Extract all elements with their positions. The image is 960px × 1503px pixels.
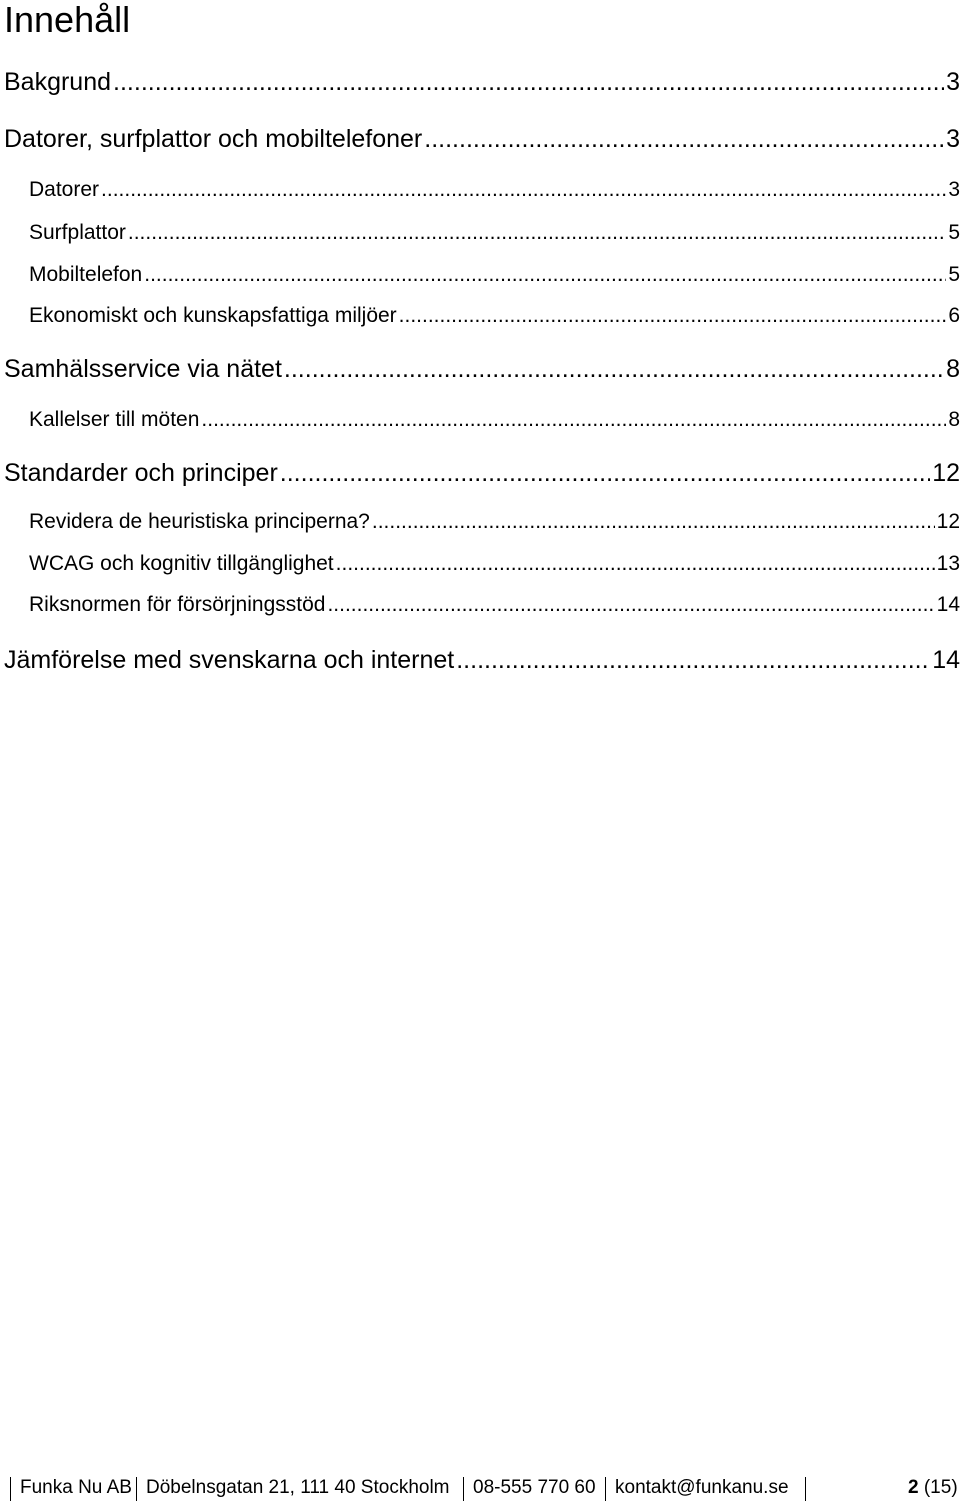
footer-page-total: (15) xyxy=(923,1477,958,1498)
toc-dot-leader xyxy=(456,646,930,675)
footer-company: Funka Nu AB xyxy=(20,1477,132,1498)
footer-separator xyxy=(805,1477,806,1501)
toc-dot-leader xyxy=(128,221,946,245)
page-title: Innehåll xyxy=(4,0,131,40)
toc-page-number: 3 xyxy=(948,178,960,201)
toc-entry-label: Samhälsservice via nätet xyxy=(4,355,282,383)
toc-entry-label: Datorer xyxy=(29,178,100,201)
footer-separator xyxy=(463,1477,464,1501)
toc-entry-label: WCAG och kognitiv tillgänglighet xyxy=(29,552,334,575)
toc-page-number: 8 xyxy=(948,408,960,431)
toc-entry-label: Surfplattor xyxy=(29,221,126,244)
toc-entry-wcag-kognitiv-tillganglighet[interactable] xyxy=(29,552,960,576)
toc-page-number: 12 xyxy=(936,510,960,533)
toc-page-number: 3 xyxy=(946,125,960,153)
toc-page-number: 5 xyxy=(948,221,960,244)
toc-dot-leader xyxy=(144,263,946,287)
toc-entry-samhalsservice-via-natet[interactable] xyxy=(4,355,960,384)
toc-page-number: 14 xyxy=(932,646,960,674)
toc-page-number: 3 xyxy=(946,68,960,96)
toc-page-number: 8 xyxy=(946,355,960,383)
toc-entry-standarder-och-principer[interactable] xyxy=(4,459,960,488)
footer-separator xyxy=(605,1477,606,1501)
toc-entry-label: Kallelser till möten xyxy=(29,408,200,431)
toc-entry-mobiltelefon[interactable] xyxy=(29,263,960,287)
toc-dot-leader xyxy=(399,304,947,328)
toc-dot-leader xyxy=(336,552,935,576)
toc-entry-label: Mobiltelefon xyxy=(29,263,143,286)
toc-entry-kallelser-till-moten[interactable] xyxy=(29,408,960,432)
toc-entry-label: Riksnormen för försörjningsstöd xyxy=(29,593,326,616)
page-footer xyxy=(0,1474,960,1502)
footer-page-indicator xyxy=(908,1474,958,1502)
toc-entry-label: Ekonomiskt och kunskapsfattiga miljöer xyxy=(29,304,397,327)
toc-entry-datorer-surfplattor-mobiltelefoner[interactable] xyxy=(4,125,960,154)
toc-dot-leader xyxy=(113,68,944,97)
toc-page-number: 6 xyxy=(948,304,960,327)
toc-dot-leader xyxy=(372,510,935,534)
toc-dot-leader xyxy=(280,459,930,488)
toc-page-number: 14 xyxy=(936,593,960,616)
footer-page-current: 2 xyxy=(908,1477,919,1498)
toc-page-number: 5 xyxy=(948,263,960,286)
toc-entry-surfplattor[interactable] xyxy=(29,221,960,245)
toc-entry-label: Jämförelse med svenskarna och internet xyxy=(4,646,455,674)
toc-dot-leader xyxy=(101,178,946,202)
toc-entry-datorer[interactable] xyxy=(29,178,960,202)
toc-dot-leader xyxy=(327,593,934,617)
toc-entry-label: Datorer, surfplattor och mobiltelefoner xyxy=(4,125,423,153)
toc-entry-label: Revidera de heuristiska principerna? xyxy=(29,510,370,533)
footer-address: Döbelnsgatan 21, 111 40 Stockholm xyxy=(146,1477,450,1498)
footer-separator xyxy=(136,1477,137,1501)
toc-entry-label: Standarder och principer xyxy=(4,459,278,487)
toc-dot-leader xyxy=(424,125,944,154)
toc-dot-leader xyxy=(201,408,946,432)
toc-page-number: 13 xyxy=(936,552,960,575)
toc-entry-bakgrund[interactable] xyxy=(4,68,960,97)
toc-entry-revidera-heuristiska-principerna[interactable] xyxy=(29,510,960,534)
toc-entry-label: Bakgrund xyxy=(4,68,112,96)
toc-dot-leader xyxy=(284,355,944,384)
toc-entry-ekonomiskt-kunskapsfattiga-miljoer[interactable] xyxy=(29,304,960,328)
footer-email[interactable]: kontakt@funkanu.se xyxy=(615,1477,789,1498)
toc-page-number: 12 xyxy=(932,459,960,487)
footer-phone: 08-555 770 60 xyxy=(473,1477,596,1498)
toc-entry-riksnormen-forsorjningsstod[interactable] xyxy=(29,593,960,617)
footer-separator xyxy=(10,1477,11,1501)
toc-entry-jamforelse-svenskarna-internet[interactable] xyxy=(4,646,960,675)
